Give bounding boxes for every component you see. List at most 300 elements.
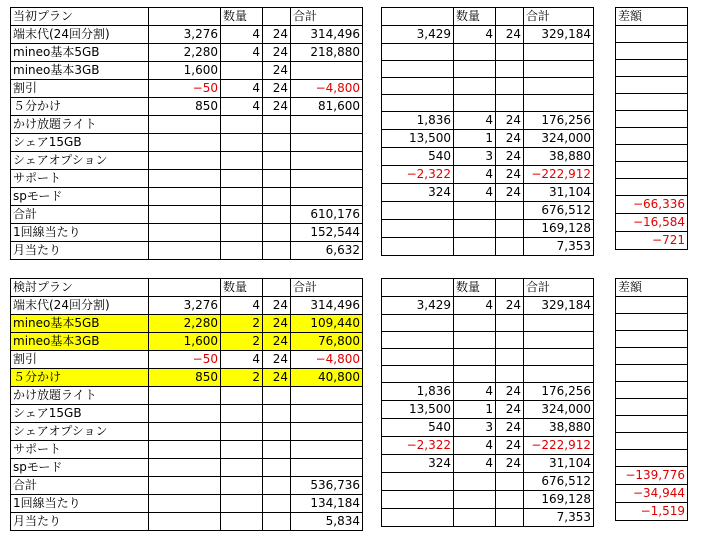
cell[interactable] <box>382 202 454 220</box>
difference-row <box>616 450 688 467</box>
difference-cell[interactable] <box>616 399 688 416</box>
header-cell[interactable]: 当初プラン <box>11 8 149 26</box>
cell[interactable] <box>263 206 291 224</box>
alternative-plan-row <box>382 61 594 78</box>
cell[interactable]: 324,000 <box>524 130 594 148</box>
cell[interactable] <box>291 62 363 80</box>
cell[interactable] <box>291 405 363 423</box>
cell[interactable] <box>496 220 524 238</box>
cell[interactable] <box>496 349 524 366</box>
difference-header-cell[interactable]: 差額 <box>616 8 688 26</box>
cell[interactable]: 81,600 <box>291 98 363 116</box>
cell[interactable]: 38,880 <box>524 419 594 437</box>
alternative-plan-row <box>382 130 594 148</box>
cell[interactable]: 13,500 <box>382 130 454 148</box>
cell[interactable]: 152,544 <box>291 224 363 242</box>
cell[interactable] <box>454 491 496 509</box>
cell[interactable] <box>291 387 363 405</box>
cell[interactable]: 24 <box>263 315 291 333</box>
cell[interactable]: 4 <box>221 297 263 315</box>
header-cell[interactable] <box>149 8 221 26</box>
current-plan-row <box>11 134 363 152</box>
cell[interactable] <box>221 170 263 188</box>
cell[interactable] <box>263 152 291 170</box>
cell[interactable] <box>263 477 291 495</box>
difference-cell[interactable] <box>616 416 688 433</box>
header-cell[interactable] <box>382 279 454 297</box>
cell[interactable]: 176,256 <box>524 383 594 401</box>
cell[interactable] <box>149 224 221 242</box>
cell[interactable]: −50 <box>149 351 221 369</box>
cell[interactable] <box>263 188 291 206</box>
cell[interactable] <box>454 220 496 238</box>
cell[interactable]: 2,280 <box>149 315 221 333</box>
cell[interactable]: 850 <box>149 98 221 116</box>
cell[interactable]: −222,912 <box>524 166 594 184</box>
header-cell[interactable]: 合計 <box>291 279 363 297</box>
header-cell[interactable]: 合計 <box>524 8 594 26</box>
cell[interactable]: 4 <box>454 166 496 184</box>
difference-cell[interactable] <box>616 314 688 331</box>
cell[interactable] <box>221 224 263 242</box>
cell[interactable] <box>263 495 291 513</box>
cell[interactable]: 4 <box>454 26 496 44</box>
difference-row <box>616 196 688 214</box>
cell[interactable] <box>149 423 221 441</box>
difference-row <box>616 382 688 399</box>
header-cell[interactable] <box>496 279 524 297</box>
header-cell[interactable] <box>382 8 454 26</box>
cell[interactable]: −4,800 <box>291 80 363 98</box>
cell[interactable]: 134,184 <box>291 495 363 513</box>
considered-plan-row <box>11 351 363 369</box>
cell[interactable] <box>291 459 363 477</box>
header-cell[interactable]: 数量 <box>221 279 263 297</box>
cell[interactable] <box>382 332 454 349</box>
cell[interactable] <box>221 242 263 260</box>
header-cell[interactable]: 検討プラン <box>11 279 149 297</box>
cell[interactable]: 31,104 <box>524 455 594 473</box>
cell[interactable] <box>454 95 496 112</box>
difference-cell[interactable] <box>616 179 688 196</box>
difference-row <box>616 399 688 416</box>
cell[interactable] <box>524 349 594 366</box>
cell[interactable]: シェアオプション <box>11 152 149 170</box>
cell[interactable]: 月当たり <box>11 242 149 260</box>
difference-cell[interactable] <box>616 348 688 365</box>
cell[interactable] <box>382 61 454 78</box>
cell[interactable] <box>524 44 594 61</box>
cell[interactable]: −2,322 <box>382 166 454 184</box>
difference-cell[interactable]: −16,584 <box>616 214 688 232</box>
cell[interactable]: シェアオプション <box>11 423 149 441</box>
difference-cell[interactable]: −66,336 <box>616 196 688 214</box>
cell[interactable]: mineo基本3GB <box>11 62 149 80</box>
difference-row <box>616 297 688 314</box>
cell[interactable]: 3,429 <box>382 297 454 315</box>
difference-row <box>616 331 688 348</box>
header-cell[interactable]: 数量 <box>454 8 496 26</box>
cell[interactable]: ５分かけ <box>11 98 149 116</box>
cell[interactable]: 3,276 <box>149 26 221 44</box>
cell[interactable]: 329,184 <box>524 297 594 315</box>
cell[interactable] <box>149 495 221 513</box>
cell[interactable]: 合計 <box>11 477 149 495</box>
cell[interactable]: −222,912 <box>524 437 594 455</box>
cell[interactable]: 1,600 <box>149 333 221 351</box>
cell[interactable]: 24 <box>496 401 524 419</box>
difference-cell[interactable] <box>616 382 688 399</box>
difference-cell[interactable]: −34,944 <box>616 485 688 503</box>
cell[interactable] <box>149 206 221 224</box>
alternative-plan-row <box>382 401 594 419</box>
cell[interactable] <box>382 509 454 527</box>
cell[interactable]: 169,128 <box>524 220 594 238</box>
cell[interactable] <box>496 61 524 78</box>
cell[interactable]: かけ放題ライト <box>11 387 149 405</box>
difference-cell[interactable] <box>616 43 688 60</box>
cell[interactable]: かけ放題ライト <box>11 116 149 134</box>
cell[interactable] <box>291 152 363 170</box>
cell[interactable]: 24 <box>496 166 524 184</box>
cell[interactable]: 536,736 <box>291 477 363 495</box>
cell[interactable] <box>263 170 291 188</box>
header-cell[interactable] <box>496 8 524 26</box>
cell[interactable] <box>454 61 496 78</box>
difference-cell[interactable]: −139,776 <box>616 467 688 485</box>
cell[interactable] <box>496 44 524 61</box>
cell[interactable]: 24 <box>263 369 291 387</box>
cell[interactable]: mineo基本3GB <box>11 333 149 351</box>
header-cell[interactable] <box>149 279 221 297</box>
cell[interactable] <box>496 95 524 112</box>
difference-cell[interactable] <box>616 77 688 94</box>
cell[interactable] <box>496 78 524 95</box>
cell[interactable]: 合計 <box>11 206 149 224</box>
cell[interactable]: 5,834 <box>291 513 363 531</box>
cell[interactable] <box>454 473 496 491</box>
cell[interactable] <box>149 441 221 459</box>
cell[interactable]: シェア15GB <box>11 134 149 152</box>
difference-row <box>616 214 688 232</box>
cell[interactable] <box>263 224 291 242</box>
cell[interactable] <box>524 366 594 383</box>
difference-cell[interactable] <box>616 60 688 77</box>
difference-cell[interactable] <box>616 297 688 314</box>
cell[interactable] <box>291 116 363 134</box>
cell[interactable] <box>149 152 221 170</box>
cell[interactable]: −50 <box>149 80 221 98</box>
cell[interactable] <box>263 405 291 423</box>
cell[interactable]: spモード <box>11 188 149 206</box>
header-cell[interactable]: 数量 <box>221 8 263 26</box>
cell[interactable]: 3,429 <box>382 26 454 44</box>
header-cell[interactable] <box>263 279 291 297</box>
cell[interactable] <box>454 332 496 349</box>
cell[interactable]: 329,184 <box>524 26 594 44</box>
cell[interactable] <box>382 366 454 383</box>
cell[interactable]: 314,496 <box>291 297 363 315</box>
cell[interactable] <box>149 116 221 134</box>
cell[interactable]: 31,104 <box>524 184 594 202</box>
cell[interactable] <box>454 78 496 95</box>
cell[interactable]: 4 <box>454 112 496 130</box>
cell[interactable]: 109,440 <box>291 315 363 333</box>
cell[interactable]: 4 <box>221 351 263 369</box>
cell[interactable] <box>263 441 291 459</box>
cell[interactable]: 4 <box>221 80 263 98</box>
considered-plan-row <box>11 387 363 405</box>
cell[interactable] <box>291 423 363 441</box>
cell[interactable] <box>496 202 524 220</box>
cell[interactable]: 1 <box>454 401 496 419</box>
current-plan-row <box>11 188 363 206</box>
cell[interactable]: 2 <box>221 369 263 387</box>
cell[interactable]: mineo基本5GB <box>11 315 149 333</box>
cell[interactable]: 24 <box>263 80 291 98</box>
difference-cell[interactable] <box>616 128 688 145</box>
cell[interactable]: spモード <box>11 459 149 477</box>
cell[interactable]: 24 <box>496 130 524 148</box>
cell[interactable] <box>263 116 291 134</box>
cell[interactable] <box>496 366 524 383</box>
cell[interactable]: 540 <box>382 148 454 166</box>
cell[interactable]: 24 <box>263 44 291 62</box>
cell[interactable] <box>524 78 594 95</box>
cell[interactable] <box>496 509 524 527</box>
cell[interactable] <box>524 332 594 349</box>
cell[interactable]: 4 <box>454 437 496 455</box>
cell[interactable]: 38,880 <box>524 148 594 166</box>
cell[interactable] <box>496 332 524 349</box>
cell[interactable] <box>149 459 221 477</box>
cell[interactable]: 24 <box>263 333 291 351</box>
cell[interactable]: 324,000 <box>524 401 594 419</box>
cell[interactable]: 218,880 <box>291 44 363 62</box>
cell[interactable] <box>221 441 263 459</box>
cell[interactable] <box>149 134 221 152</box>
cell[interactable] <box>454 202 496 220</box>
cell[interactable]: 540 <box>382 419 454 437</box>
cell[interactable]: 169,128 <box>524 491 594 509</box>
cell[interactable]: 2 <box>221 315 263 333</box>
cell[interactable] <box>221 513 263 531</box>
cell[interactable]: 24 <box>496 148 524 166</box>
cell[interactable]: mineo基本5GB <box>11 44 149 62</box>
cell[interactable]: 24 <box>496 26 524 44</box>
cell[interactable]: 24 <box>496 437 524 455</box>
cell[interactable] <box>496 473 524 491</box>
cell[interactable]: 24 <box>496 455 524 473</box>
difference-cell[interactable]: −721 <box>616 232 688 250</box>
cell[interactable] <box>221 188 263 206</box>
difference-cell[interactable] <box>616 145 688 162</box>
cell[interactable]: 24 <box>263 351 291 369</box>
cell[interactable]: 676,512 <box>524 202 594 220</box>
header-cell[interactable]: 合計 <box>291 8 363 26</box>
cell[interactable] <box>382 491 454 509</box>
cell[interactable]: 1回線当たり <box>11 224 149 242</box>
difference-cell[interactable] <box>616 162 688 179</box>
cell[interactable] <box>221 387 263 405</box>
cell[interactable]: 324 <box>382 184 454 202</box>
cell[interactable]: 1,836 <box>382 112 454 130</box>
cell[interactable]: 4 <box>454 297 496 315</box>
cell[interactable]: 610,176 <box>291 206 363 224</box>
cell[interactable] <box>221 134 263 152</box>
cell[interactable]: 40,800 <box>291 369 363 387</box>
cell[interactable] <box>454 238 496 256</box>
cell[interactable] <box>454 366 496 383</box>
cell[interactable] <box>291 188 363 206</box>
cell[interactable] <box>382 220 454 238</box>
cell[interactable] <box>149 405 221 423</box>
cell[interactable] <box>221 152 263 170</box>
difference-cell[interactable] <box>616 111 688 128</box>
cell[interactable]: 4 <box>221 26 263 44</box>
header-cell[interactable]: 合計 <box>524 279 594 297</box>
cell[interactable] <box>524 315 594 332</box>
cell[interactable]: 24 <box>496 112 524 130</box>
cell[interactable]: 2,280 <box>149 44 221 62</box>
cell[interactable] <box>149 513 221 531</box>
cell[interactable] <box>221 495 263 513</box>
cell[interactable] <box>454 315 496 332</box>
cell[interactable] <box>221 423 263 441</box>
cell[interactable]: 3 <box>454 419 496 437</box>
cell[interactable]: 676,512 <box>524 473 594 491</box>
cell[interactable]: 4 <box>454 455 496 473</box>
difference-cell[interactable] <box>616 94 688 111</box>
cell[interactable] <box>221 477 263 495</box>
cell[interactable] <box>291 170 363 188</box>
cell[interactable] <box>221 116 263 134</box>
cell[interactable]: 4 <box>221 98 263 116</box>
cell[interactable]: 24 <box>263 26 291 44</box>
cell[interactable] <box>263 242 291 260</box>
cell[interactable] <box>291 134 363 152</box>
cell[interactable]: 4 <box>454 184 496 202</box>
cell[interactable]: 24 <box>496 184 524 202</box>
cell[interactable]: 4 <box>454 383 496 401</box>
cell[interactable] <box>382 78 454 95</box>
cell[interactable]: 7,353 <box>524 238 594 256</box>
cell[interactable] <box>454 349 496 366</box>
cell[interactable]: 1,600 <box>149 62 221 80</box>
considered-plan-row <box>11 333 363 351</box>
cell[interactable] <box>454 44 496 61</box>
cell[interactable] <box>221 206 263 224</box>
cell[interactable] <box>291 441 363 459</box>
cell[interactable]: 24 <box>263 297 291 315</box>
cell[interactable] <box>221 62 263 80</box>
considered-plan-row <box>11 315 363 333</box>
cell[interactable] <box>263 513 291 531</box>
difference-table-2 <box>615 278 688 521</box>
cell[interactable]: 1 <box>454 130 496 148</box>
header-cell[interactable] <box>263 8 291 26</box>
difference-cell[interactable] <box>616 450 688 467</box>
cell[interactable] <box>263 459 291 477</box>
cell[interactable] <box>524 61 594 78</box>
difference-cell[interactable] <box>616 433 688 450</box>
cell[interactable]: 割引 <box>11 80 149 98</box>
cell[interactable]: 月当たり <box>11 513 149 531</box>
cell[interactable]: 4 <box>221 44 263 62</box>
cell[interactable]: 24 <box>496 383 524 401</box>
cell[interactable]: 76,800 <box>291 333 363 351</box>
header-cell[interactable]: 数量 <box>454 279 496 297</box>
cell[interactable] <box>382 95 454 112</box>
cell[interactable]: 13,500 <box>382 401 454 419</box>
difference-cell[interactable] <box>616 331 688 348</box>
cell[interactable]: 3,276 <box>149 297 221 315</box>
cell[interactable]: 24 <box>496 419 524 437</box>
cell[interactable]: 2 <box>221 333 263 351</box>
cell[interactable] <box>454 509 496 527</box>
cell[interactable] <box>382 349 454 366</box>
cell[interactable]: 割引 <box>11 351 149 369</box>
cell[interactable] <box>382 44 454 61</box>
cell[interactable]: 6,632 <box>291 242 363 260</box>
difference-row <box>616 503 688 521</box>
cell[interactable]: 176,256 <box>524 112 594 130</box>
cell[interactable] <box>382 238 454 256</box>
current-plan-row <box>11 116 363 134</box>
cell[interactable] <box>263 423 291 441</box>
cell[interactable] <box>382 315 454 332</box>
cell[interactable] <box>149 477 221 495</box>
cell[interactable]: 850 <box>149 369 221 387</box>
difference-cell[interactable] <box>616 26 688 43</box>
cell[interactable]: サポート <box>11 170 149 188</box>
cell[interactable] <box>149 387 221 405</box>
cell[interactable] <box>221 405 263 423</box>
cell[interactable]: 端末代(24回分割) <box>11 297 149 315</box>
cell[interactable]: −4,800 <box>291 351 363 369</box>
cell[interactable]: 3 <box>454 148 496 166</box>
difference-cell[interactable] <box>616 365 688 382</box>
cell[interactable]: 24 <box>263 62 291 80</box>
cell[interactable]: 端末代(24回分割) <box>11 26 149 44</box>
cell[interactable]: 314,496 <box>291 26 363 44</box>
difference-cell[interactable]: −1,519 <box>616 503 688 521</box>
cell[interactable] <box>382 473 454 491</box>
cell[interactable] <box>263 387 291 405</box>
cell[interactable]: サポート <box>11 441 149 459</box>
cell[interactable]: シェア15GB <box>11 405 149 423</box>
cell[interactable]: 24 <box>496 297 524 315</box>
cell[interactable]: 24 <box>263 98 291 116</box>
cell[interactable]: ５分かけ <box>11 369 149 387</box>
cell[interactable] <box>496 315 524 332</box>
cell[interactable] <box>221 459 263 477</box>
cell[interactable]: 7,353 <box>524 509 594 527</box>
cell[interactable] <box>149 170 221 188</box>
cell[interactable] <box>149 242 221 260</box>
cell[interactable]: 1,836 <box>382 383 454 401</box>
cell[interactable] <box>263 134 291 152</box>
cell[interactable]: 324 <box>382 455 454 473</box>
cell[interactable]: 1回線当たり <box>11 495 149 513</box>
cell[interactable] <box>149 188 221 206</box>
difference-header-cell[interactable]: 差額 <box>616 279 688 297</box>
cell[interactable] <box>496 238 524 256</box>
cell[interactable] <box>496 491 524 509</box>
cell[interactable]: −2,322 <box>382 437 454 455</box>
cell[interactable] <box>524 95 594 112</box>
alternative-plan-row <box>382 437 594 455</box>
